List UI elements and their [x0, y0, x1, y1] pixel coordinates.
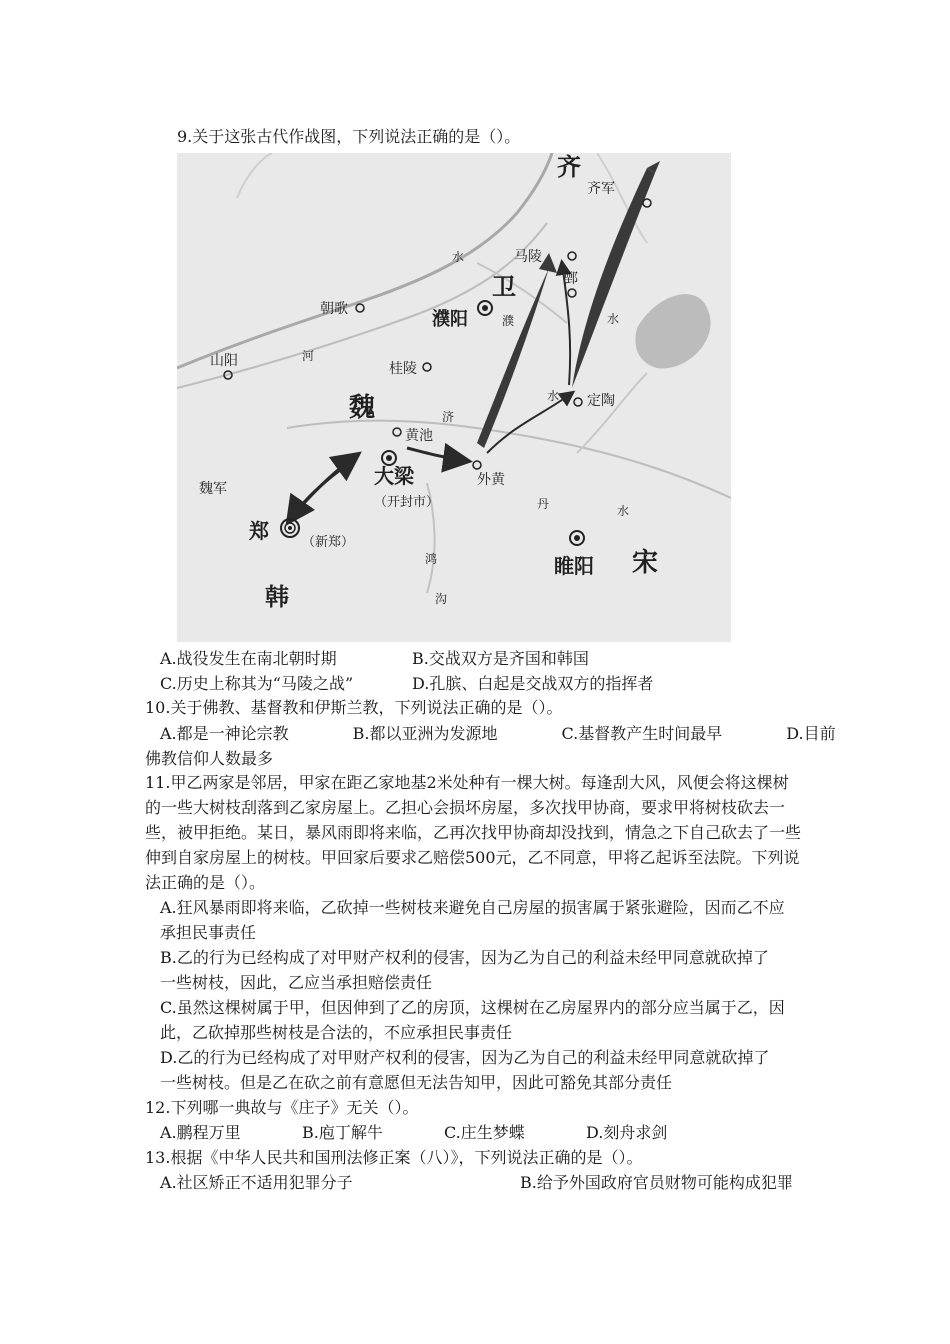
map-label-gou: 沟: [435, 592, 448, 606]
q11-stem-line: 的一些大树枝刮落到乙家房屋上。乙担心会损坏房屋，多次找甲协商，要求甲将树枝砍去一: [145, 798, 786, 817]
map-label-maling: 马陵: [514, 249, 542, 265]
map-label-qijun: 齐军: [587, 181, 615, 197]
q11-option-c-cont: 此，乙砍掉那些树枝是合法的，不应承担民事责任: [160, 1023, 513, 1042]
q11-option-a-cont: 承担民事责任: [160, 923, 257, 942]
q11-stem-line: 些，被甲拒绝。某日，暴风雨即将来临，乙再次找甲协商却没找到，情急之下自己砍去了一些: [145, 823, 802, 842]
battle-map: [177, 153, 731, 642]
q12-option-c: C.庄生梦蝶: [444, 1123, 525, 1142]
map-label-shui1: 水: [452, 250, 465, 264]
q13-stem: 13.根据《中华人民共和国刑法修正案（八）》，下列说法正确的是（）。: [145, 1148, 643, 1167]
q12-option-d: D.刻舟求剑: [586, 1123, 668, 1142]
q9-option-d: D.孔膑、白起是交战双方的指挥者: [412, 674, 654, 693]
map-label-dan: 丹: [537, 497, 550, 511]
map-label-han: 韩: [265, 583, 289, 611]
q11-stem-line: 伸到自家房屋上的树枝。甲回家后要求乙赔偿500元，乙不同意，甲将乙起诉至法院。下列说: [145, 848, 800, 867]
q11-option-b: B.乙的行为已经构成了对甲财产权利的侵害，因为乙为自己的利益未经甲同意就砍掉了: [160, 948, 769, 967]
q11-option-a: A.狂风暴雨即将来临，乙砍掉一些树枝来避免自己房屋的损害属于紧张避险，因而乙不应: [160, 898, 785, 917]
q11-stem-line: 11.甲乙两家是邻居，甲家在距乙家地基2米处种有一棵大树。每逢刮大风，风便会将这棵树: [145, 773, 789, 792]
map-label-huangchi: 黄池: [405, 428, 433, 444]
q13-option-a: A.社区矫正不适用犯罪分子: [160, 1173, 353, 1192]
map-label-zhaoge: 朝歌: [320, 301, 348, 317]
map-label-juan: 鄄: [564, 271, 578, 287]
map-label-xinzheng: （新郑）: [302, 535, 355, 550]
q11-stem-line: 法正确的是（）。: [145, 873, 266, 892]
map-label-guiling: 桂陵: [389, 361, 417, 377]
map-label-qi: 齐: [557, 153, 581, 181]
q13-option-b: B.给予外国政府官员财物可能构成犯罪: [520, 1173, 793, 1192]
q11-option-c: C.虽然这棵树属于甲，但因伸到了乙的房顶，这棵树在乙房屋界内的部分应当属于乙，因: [160, 998, 785, 1017]
map-label-dingtao: 定陶: [587, 393, 615, 409]
map-label-kaifeng: （开封市）: [374, 495, 440, 510]
q9-stem: 9.关于这张古代作战图，下列说法正确的是（）。: [177, 127, 521, 146]
q12-option-b: B.庖丁解牛: [302, 1123, 383, 1142]
q12-stem: 12.下列哪一典故与《庄子》无关（）。: [145, 1098, 419, 1117]
map-label-wei-big: 魏: [349, 393, 376, 423]
map-label-shui4: 水: [617, 504, 630, 518]
map-label-he: 河: [302, 349, 315, 363]
q11-option-b-cont: 一些树枝，因此，乙应当承担赔偿责任: [160, 973, 433, 992]
q10-stem: 10.关于佛教、基督教和伊斯兰教，下列说法正确的是（）。: [145, 698, 563, 717]
map-label-song: 宋: [632, 548, 659, 578]
map-label-daliang: 大梁: [374, 464, 414, 488]
map-label-shui2: 水: [607, 312, 620, 326]
map-label-hong: 鸿: [425, 552, 438, 566]
map-label-zheng: 郑: [249, 519, 269, 543]
map-label-waihuang: 外黄: [477, 472, 505, 488]
q9-option-a: A.战役发生在南北朝时期: [160, 649, 337, 668]
q10-options-line: A.都是一神论宗教 B.都以亚洲为发源地 C.基督教产生时间最早 D.目前: [160, 724, 836, 743]
map-label-wei-state: 卫: [492, 273, 516, 301]
map-label-suiyang: 睢阳: [554, 554, 594, 578]
q12-option-a: A.鹏程万里: [160, 1123, 241, 1142]
map-label-shanyang: 山阳: [210, 353, 238, 369]
q9-option-b: B.交战双方是齐国和韩国: [412, 649, 589, 668]
map-label-puyang: 濮阳: [432, 309, 468, 330]
map-label-weijun: 魏军: [199, 481, 227, 497]
q11-option-d-cont: 一些树枝。但是乙在砍之前有意愿但无法告知甲，因此可豁免其部分责任: [160, 1073, 673, 1092]
q11-option-d: D.乙的行为已经构成了对甲财产权利的侵害，因为乙为自己的利益未经甲同意就砍掉了: [160, 1048, 770, 1067]
q9-option-c: C.历史上称其为“马陵之战”: [160, 674, 354, 693]
map-label-pu: 濮: [502, 314, 515, 328]
q10-options-cont: 佛教信仰人数最多: [145, 749, 274, 768]
map-label-shui3: 水: [547, 389, 560, 403]
map-label-ji: 济: [442, 410, 455, 424]
